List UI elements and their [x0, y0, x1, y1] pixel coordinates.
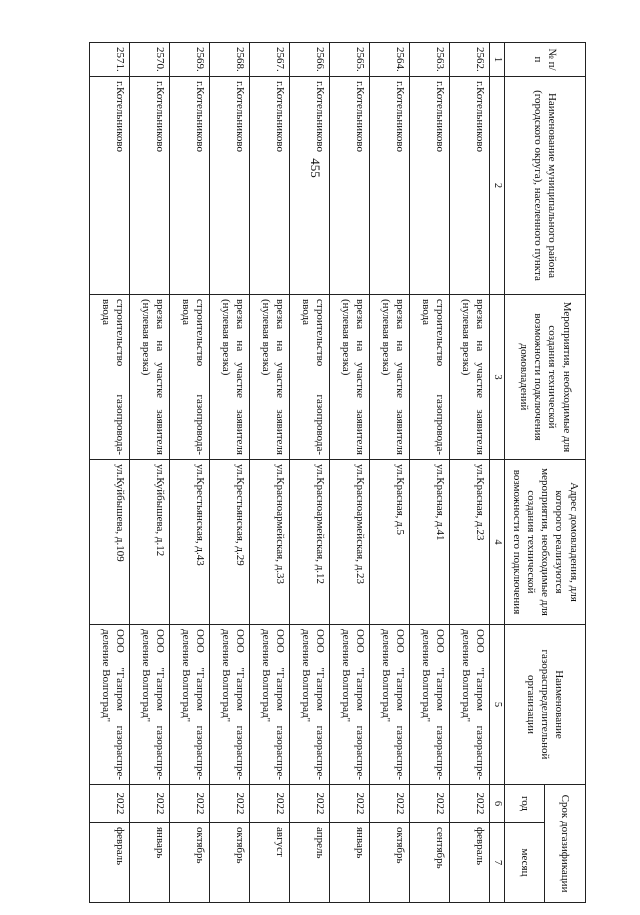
- header-num: № п/п: [505, 43, 586, 77]
- row-month: октябрь: [210, 823, 250, 903]
- row-month: январь: [130, 823, 170, 903]
- row-measure: врезка на участке заявителя (нулевая врезка): [210, 295, 250, 460]
- row-address: ул.Крестьянская, д.29: [210, 460, 250, 625]
- header-year: год: [505, 785, 546, 823]
- header-address: Адрес домовладения, для которого реализуются мероприятия, необходимые для создания технической возможности его подключения: [505, 460, 586, 625]
- column-number: 2: [490, 77, 505, 295]
- row-year: 2022: [170, 785, 210, 823]
- header-org: Наименование газораспределительной организации: [505, 625, 586, 785]
- row-measure: врезка на участке заявителя (нулевая врезка): [250, 295, 290, 460]
- row-org: ООО "Газпром газораспре-деление Волгоград": [250, 625, 290, 785]
- row-address: ул.Куйбышева, д.109: [90, 460, 130, 625]
- row-org: ООО "Газпром газораспре-деление Волгоград": [370, 625, 410, 785]
- row-month: август: [250, 823, 290, 903]
- row-locality: г.Котельниково: [90, 77, 130, 295]
- row-org: ООО "Газпром газораспре-деление Волгоград": [210, 625, 250, 785]
- row-num: 2569.: [170, 43, 210, 77]
- row-num: 2568.: [210, 43, 250, 77]
- column-number-row: [490, 43, 505, 903]
- row-org: ООО "Газпром газораспре-деление Волгоград": [170, 625, 210, 785]
- row-month: октябрь: [370, 823, 410, 903]
- row-year: 2022: [370, 785, 410, 823]
- row-month: январь: [330, 823, 370, 903]
- page-number: 455: [307, 158, 323, 178]
- row-year: 2022: [450, 785, 490, 823]
- row-org: ООО "Газпром газораспре-деление Волгоград": [290, 625, 330, 785]
- column-number: 1: [490, 43, 505, 77]
- row-locality: г.Котельниково: [410, 77, 450, 295]
- header-district: Наименование муниципального района (городского округа), населенного пункта: [505, 77, 586, 295]
- row-num: 2563.: [410, 43, 450, 77]
- row-address: ул.Красная, д.5: [370, 460, 410, 625]
- column-number: 7: [490, 823, 505, 903]
- header-month: месяц: [505, 823, 546, 903]
- row-measure: врезка на участке заявителя (нулевая врезка): [450, 295, 490, 460]
- row-locality: г.Котельниково: [130, 77, 170, 295]
- row-measure: врезка на участке заявителя (нулевая врезка): [370, 295, 410, 460]
- row-org: ООО "Газпром газораспре-деление Волгоград": [450, 625, 490, 785]
- row-measure: врезка на участке заявителя (нулевая врезка): [130, 295, 170, 460]
- column-number: 6: [490, 785, 505, 823]
- table-body: [90, 43, 490, 903]
- row-num: 2562.: [450, 43, 490, 77]
- row-org: ООО "Газпром газораспре-деление Волгоград": [130, 625, 170, 785]
- row-year: 2022: [330, 785, 370, 823]
- row-month: апрель: [290, 823, 330, 903]
- row-month: февраль: [90, 823, 130, 903]
- header-measures: Мероприятия, необходимые для создания технической возможности подключения домовладений: [505, 295, 586, 460]
- table-row: [90, 43, 130, 903]
- row-year: 2022: [250, 785, 290, 823]
- row-address: ул.Красноармейская, д.12: [290, 460, 330, 625]
- row-address: ул.Красная, д.41: [410, 460, 450, 625]
- row-locality: г.Котельниково: [450, 77, 490, 295]
- row-measure: строительство газопровода-ввода: [170, 295, 210, 460]
- row-num: 2570.: [130, 43, 170, 77]
- row-locality: г.Котельниково: [250, 77, 290, 295]
- row-org: ООО "Газпром газораспре-деление Волгоград": [410, 625, 450, 785]
- table-row: [450, 43, 490, 903]
- table-row: [250, 43, 290, 903]
- row-locality: г.Котельниково: [370, 77, 410, 295]
- row-org: ООО "Газпром газораспре-деление Волгоград": [90, 625, 130, 785]
- column-number: 4: [490, 460, 505, 625]
- row-locality: г.Котельниково: [290, 77, 330, 295]
- column-number: 3: [490, 295, 505, 460]
- row-year: 2022: [410, 785, 450, 823]
- row-month: сентябрь: [410, 823, 450, 903]
- row-address: ул.Красноармейская, д.33: [250, 460, 290, 625]
- row-measure: врезка на участке заявителя (нулевая врезка): [330, 295, 370, 460]
- row-address: ул.Красная, д.23: [450, 460, 490, 625]
- row-month: октябрь: [170, 823, 210, 903]
- table-row: [290, 43, 330, 903]
- row-num: 2564.: [370, 43, 410, 77]
- table-row: [330, 43, 370, 903]
- table-row: [210, 43, 250, 903]
- row-locality: г.Котельниково: [210, 77, 250, 295]
- row-address: ул.Куйбышева, д.12: [130, 460, 170, 625]
- row-address: ул.Крестьянская, д.43: [170, 460, 210, 625]
- table-row: [370, 43, 410, 903]
- row-measure: строительство газопровода-ввода: [290, 295, 330, 460]
- row-year: 2022: [210, 785, 250, 823]
- row-locality: г.Котельниково: [170, 77, 210, 295]
- row-num: 2566.: [290, 43, 330, 77]
- row-measure: строительство газопровода-ввода: [410, 295, 450, 460]
- table-row: [170, 43, 210, 903]
- row-num: 2571.: [90, 43, 130, 77]
- row-measure: строительство газопровода-ввода: [90, 295, 130, 460]
- column-number: 5: [490, 625, 505, 785]
- row-num: 2567.: [250, 43, 290, 77]
- row-year: 2022: [130, 785, 170, 823]
- row-year: 2022: [90, 785, 130, 823]
- gasification-table: [89, 42, 586, 903]
- row-year: 2022: [290, 785, 330, 823]
- table-row: [130, 43, 170, 903]
- row-num: 2565.: [330, 43, 370, 77]
- row-org: ООО "Газпром газораспре-деление Волгоград": [330, 625, 370, 785]
- row-locality: г.Котельниково: [330, 77, 370, 295]
- rotated-table-container: [100, 42, 586, 902]
- row-address: ул.Красноармейская, д.23: [330, 460, 370, 625]
- row-month: февраль: [450, 823, 490, 903]
- table-row: [410, 43, 450, 903]
- header-term: Срок догазификации: [545, 785, 586, 903]
